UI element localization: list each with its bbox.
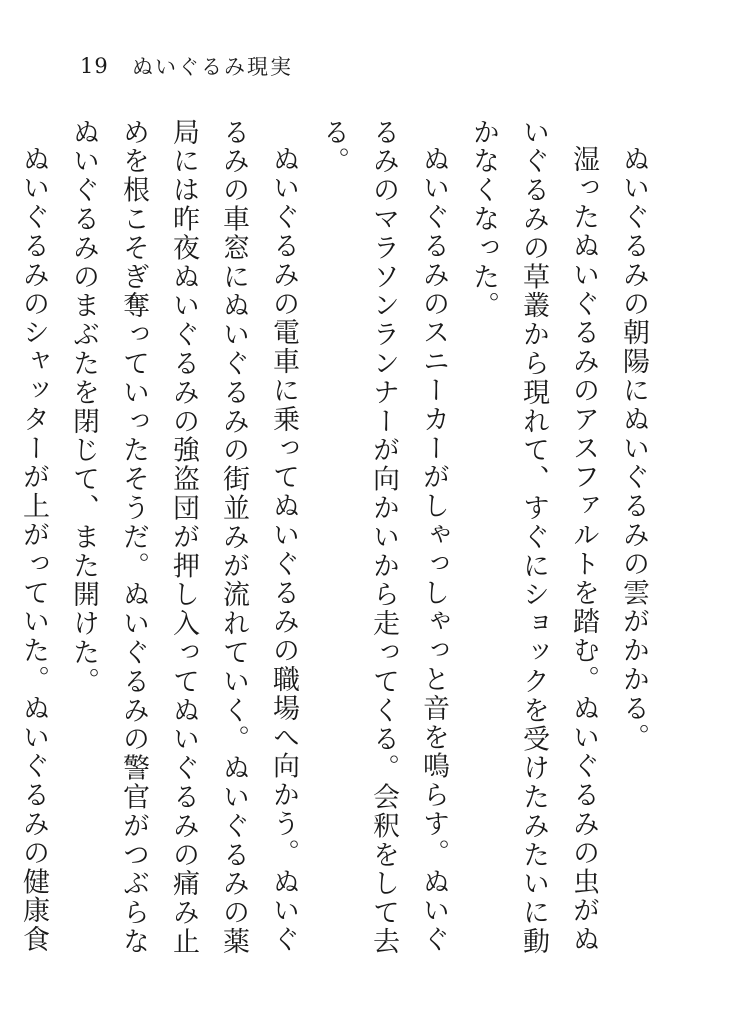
paragraph: ぬいぐるみのスニーカーがしゃっしゃっと音を鳴らす。ぬいぐるみのマラソンランナーが向かいから走ってくる。会釈をして去る。 (318, 118, 449, 957)
paragraph: 湿ったぬいぐるみのアスファルトを踏む。ぬいぐるみの虫がぬいぐるみの草叢から現れて、すぐにショックを受けたみたいに動かなくなった。 (468, 118, 599, 957)
paragraph: ぬいぐるみのシャッターが上がっていた。ぬいぐるみの健康食 (18, 145, 49, 955)
chapter-title: ぬいぐるみ現実 (132, 55, 293, 79)
page-number: 19 (80, 54, 109, 78)
page-header (80, 50, 293, 82)
vertical-body-text (18, 118, 658, 978)
paragraph: ぬいぐるみの電車に乗ってぬいぐるみの職場へ向かう。ぬいぐるみの車窓にぬいぐるみの街並みが流れていく。ぬいぐるみの薬局には昨夜ぬいぐるみの強盗団が押し入ってぬいぐるみの痛み止めを根こそぎ奪っていったそうだ。ぬいぐるみの警官がつぶらなぬいぐるみのまぶたを閉じて、また開けた。 (68, 118, 299, 957)
paragraph: ぬいぐるみの朝陽にぬいぐるみの雲がかかる。 (618, 145, 649, 752)
